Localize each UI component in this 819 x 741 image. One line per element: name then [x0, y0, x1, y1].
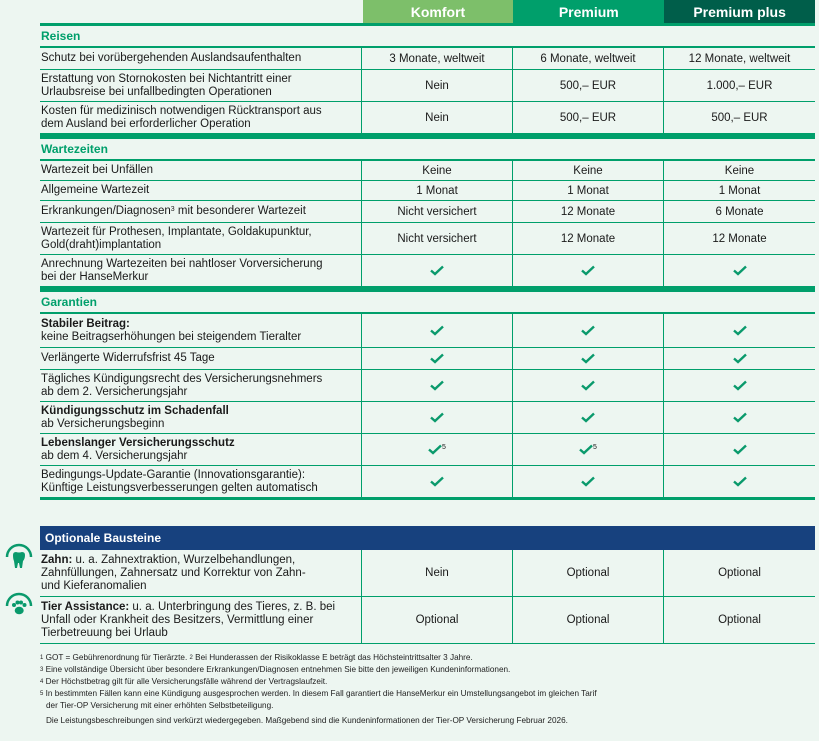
- row-label-line: bei der HanseMerkur: [41, 270, 149, 283]
- row-label-line: ab dem 2. Versicherungsjahr: [41, 385, 188, 398]
- table-row: [40, 466, 815, 497]
- footnote-text: Bei Hunderassen der Risikoklasse E beträgt das Höchsteintrittsalter 3 Jahre.: [192, 653, 473, 662]
- value-cell: [513, 102, 664, 133]
- comparison-table: [40, 0, 815, 644]
- value-text: 500,– EUR: [559, 111, 617, 124]
- value-cell: [513, 597, 664, 643]
- row-label-line: Kosten für medizinisch notwendigen Rücktransport aus: [41, 104, 322, 117]
- row-label: [40, 314, 362, 347]
- value-cell: [664, 597, 815, 643]
- table-row: [40, 70, 815, 102]
- sections: [40, 23, 815, 500]
- value-cell: [513, 402, 664, 433]
- value-cell: [513, 70, 664, 101]
- footnote: [40, 688, 597, 700]
- check-icon: [733, 265, 747, 277]
- header-blank: [40, 0, 363, 23]
- footnote-number: 3: [40, 667, 44, 673]
- section-rows: [40, 159, 815, 289]
- table-row: [40, 434, 815, 466]
- value-cell: [664, 434, 815, 465]
- check-icon: [430, 476, 444, 488]
- table-row: [40, 161, 815, 181]
- check-icon: [581, 325, 595, 337]
- table-row: [40, 201, 815, 223]
- row-label-line: Künftige Leistungsverbesserungen gelten automatisch: [41, 481, 318, 494]
- check-icon: [581, 353, 595, 365]
- row-label-line: Wartezeit für Prothesen, Implantate, Goldakupunktur,: [41, 225, 312, 238]
- row-label-line: Zahnfüllungen, Zahnersatz und Korrektur von Zahn-: [41, 566, 306, 579]
- column-header-komfort: Komfort: [363, 0, 514, 23]
- row-label: [40, 161, 362, 180]
- row-label-text: ab dem 4. Versicherungsjahr: [41, 449, 188, 462]
- value-cell: [513, 201, 664, 222]
- value-cell: [362, 434, 513, 465]
- value-text: 1.000,– EUR: [706, 79, 773, 92]
- value-text: 12 Monate, weltweit: [688, 52, 791, 65]
- row-label-text: [41, 184, 360, 197]
- value-cell: [513, 434, 664, 465]
- table-row: [40, 370, 815, 402]
- value-cell: [362, 348, 513, 369]
- check-icon: [581, 380, 595, 392]
- value-text: 1 Monat: [567, 184, 609, 197]
- column-header-premium: Premium: [513, 0, 664, 23]
- value-text: 500,– EUR: [711, 111, 768, 124]
- row-label-line: [41, 554, 360, 567]
- value-text: 12 Monate: [560, 205, 616, 218]
- value-text: Keine: [724, 164, 755, 177]
- value-text: Nicht versichert: [397, 232, 477, 245]
- section-title-garantien: Garantien: [40, 289, 815, 312]
- value-text: 1 Monat: [718, 184, 761, 197]
- value-cell: [664, 102, 815, 133]
- row-label-bold: Tier Assistance:: [41, 600, 130, 613]
- table-row: [40, 48, 815, 70]
- row-label-text: u. a. Unterbringung des Tieres, z. B. bei: [129, 600, 336, 613]
- row-label-line: Urlaubsreise bei unfallbedingten Operationen: [41, 85, 272, 98]
- value-cell: [362, 201, 513, 222]
- table-row: [40, 348, 815, 370]
- value-cell: [362, 48, 513, 69]
- row-label-main: Schutz bei vorübergehenden Auslandsaufenthalten: [41, 52, 302, 64]
- value-cell: [362, 255, 513, 286]
- check-icon: [733, 325, 747, 337]
- value-cell: [513, 550, 664, 596]
- row-label: [40, 597, 362, 643]
- optional-section-title: Optionale Bausteine: [40, 526, 815, 550]
- value-cell: [513, 348, 664, 369]
- table-row: [40, 314, 815, 348]
- value-cell: [664, 314, 815, 347]
- value-text: Optional: [718, 567, 761, 579]
- value-text: 3 Monate, weltweit: [389, 52, 485, 65]
- value-text: 12 Monate: [560, 232, 616, 245]
- value-text: Keine: [573, 164, 603, 177]
- row-label-line: dem Ausland bei erforderlicher Operation: [41, 117, 251, 130]
- row-label-text: [41, 164, 360, 177]
- check-icon: [430, 353, 444, 365]
- footnote-number: 1: [40, 655, 44, 661]
- footnote-number: 5: [40, 691, 44, 697]
- value-cell: [362, 597, 513, 643]
- paw-icon: [4, 592, 32, 620]
- footnote-number: 2: [189, 655, 193, 661]
- value-cell: [362, 102, 513, 133]
- row-label: [40, 201, 362, 222]
- table-row: [40, 181, 815, 201]
- footnote: [40, 715, 597, 727]
- section-title-reisen: Reisen: [40, 23, 815, 46]
- check-icon: [428, 444, 442, 456]
- optional-rows: [40, 550, 815, 644]
- value-text: 500,– EUR: [559, 79, 617, 92]
- value-cell: [362, 370, 513, 401]
- value-cell: [362, 466, 513, 497]
- row-label-line: Tägliches Kündigungsrecht des Versicherungsnehmers: [41, 372, 323, 385]
- row-label-line: Bedingungs-Update-Garantie (Innovationsgarantie):: [41, 468, 306, 481]
- column-header-premium-plus: Premium plus: [664, 0, 815, 23]
- row-label: [40, 255, 362, 286]
- value-cell: [362, 223, 513, 254]
- row-label: [40, 550, 362, 596]
- row-label: [40, 466, 362, 497]
- row-label: [40, 434, 362, 465]
- footnote-text: Die Leistungsbeschreibungen sind verkürzt wiedergegeben. Maßgebend sind die Kundeninformationen der Tier-OP Versicherung Februar 2026.: [46, 716, 568, 725]
- value-cell: [362, 314, 513, 347]
- section-rows: [40, 312, 815, 500]
- footnote-ref: 5: [593, 444, 597, 451]
- check-icon: [581, 265, 595, 277]
- value-cell: [513, 161, 664, 180]
- row-label: [40, 70, 362, 101]
- row-label-line: Unfall oder Krankheit des Besitzers, Vermittlung einer: [41, 613, 314, 626]
- row-label-text: [41, 205, 360, 218]
- footnote-text: GOT = Gebührenordnung für Tierärzte.: [43, 653, 190, 662]
- row-label: [40, 402, 362, 433]
- row-label-main: Erkrankungen/Diagnosen: [41, 205, 171, 217]
- value-cell: [513, 48, 664, 69]
- value-cell: [664, 370, 815, 401]
- value-text: Optional: [415, 614, 459, 626]
- table-row: [40, 402, 815, 434]
- footnote-text: der Tier-OP Versicherung mit einer erhöhten Selbstbeteiligung.: [46, 701, 274, 710]
- row-label-main: Wartezeit bei Unfällen: [41, 164, 154, 176]
- check-icon: [581, 412, 595, 424]
- check-icon: [430, 325, 444, 337]
- section-rows: [40, 46, 815, 136]
- value-text: 6 Monate, weltweit: [540, 52, 636, 65]
- row-label-main: Verlängerte Widerrufsfrist 45 Tage: [41, 352, 215, 364]
- check-icon: [733, 412, 747, 424]
- value-cell: [362, 181, 513, 200]
- check-icon: [733, 380, 747, 392]
- row-label-line: [41, 601, 360, 614]
- row-label-line: Gold(draht)implantation: [41, 238, 162, 251]
- footnote-text: In bestimmten Fällen kann eine Kündigung ausgesprochen werden. In diesem Fall garantiert die HanseMerkur ein Umstellungsangebot im gleichen Tarif: [43, 689, 597, 698]
- value-cell: [664, 161, 815, 180]
- value-cell: [664, 255, 815, 286]
- check-icon: [430, 265, 444, 277]
- value-cell: [513, 314, 664, 347]
- value-cell: [513, 370, 664, 401]
- row-label-text: [41, 52, 360, 65]
- footnotes: [40, 652, 597, 727]
- row-label: [40, 223, 362, 254]
- row-label-bold: Stabiler Beitrag:: [41, 317, 130, 330]
- row-label-line: Erstattung von Stornokosten bei Nichtantritt einer: [41, 72, 292, 85]
- footnote: [40, 664, 597, 676]
- row-label: [40, 181, 362, 200]
- footnote-ref: 3: [170, 206, 175, 213]
- value-text: Nicht versichert: [397, 205, 477, 218]
- row-label: [40, 370, 362, 401]
- value-cell: [664, 201, 815, 222]
- row-label-after: mit besonderer Wartezeit: [174, 205, 306, 217]
- check-icon: [733, 444, 747, 456]
- row-label-bold: Kündigungsschutz im Schadenfall: [41, 404, 229, 417]
- table-row: [40, 223, 815, 255]
- check-icon: [581, 476, 595, 488]
- row-label-line: Tierbetreuung bei Urlaub: [41, 626, 168, 639]
- value-text: Optional: [566, 614, 610, 626]
- value-text: Optional: [718, 614, 761, 626]
- row-label-text: ab Versicherungsbeginn: [41, 417, 165, 430]
- row-label-main: Allgemeine Wartezeit: [41, 184, 150, 196]
- value-cell: [664, 48, 815, 69]
- value-text: Optional: [566, 567, 610, 579]
- footnote-text: Eine vollständige Übersicht über besondere Erkrankungen/Diagnosen entnehmen Sie bitte den jeweiligen Kundeninformationen.: [43, 665, 511, 674]
- value-cell: [513, 181, 664, 200]
- row-label-text: keine Beitragserhöhungen bei steigendem Tieralter: [41, 330, 302, 343]
- check-icon: [430, 412, 444, 424]
- table-row: [40, 255, 815, 286]
- optional-row: [40, 597, 815, 643]
- table-row: [40, 102, 815, 133]
- row-label-bold: Lebenslanger Versicherungsschutz: [41, 436, 235, 449]
- value-text: 6 Monate: [715, 205, 764, 218]
- row-label: [40, 348, 362, 369]
- value-cell: [664, 402, 815, 433]
- footnote: [40, 676, 597, 688]
- row-label-line: und Kieferanomalien: [41, 579, 147, 592]
- value-cell: [513, 223, 664, 254]
- row-label-text: [41, 352, 360, 365]
- table-header: [40, 0, 815, 23]
- value-cell: [664, 348, 815, 369]
- value-text: Nein: [425, 567, 449, 579]
- value-cell: [513, 255, 664, 286]
- value-text: Keine: [422, 164, 452, 177]
- section-title-wartezeiten: Wartezeiten: [40, 136, 815, 159]
- check-icon: [733, 476, 747, 488]
- footnote: [40, 652, 597, 664]
- value-cell: [664, 181, 815, 200]
- check-icon: [733, 353, 747, 365]
- footnote-ref: 5: [442, 444, 446, 451]
- value-text: Nein: [425, 111, 449, 124]
- value-cell: [664, 223, 815, 254]
- footnote-number: 4: [40, 679, 44, 685]
- value-cell: [664, 550, 815, 596]
- tooth-icon: [4, 543, 32, 571]
- row-label-line: Anrechnung Wartezeiten bei nahtloser Vorversicherung: [41, 257, 323, 270]
- value-cell: [513, 466, 664, 497]
- value-text: 12 Monate: [712, 232, 767, 245]
- row-label: [40, 102, 362, 133]
- row-label-bold: Zahn:: [41, 553, 73, 566]
- value-cell: [664, 70, 815, 101]
- value-text: Nein: [425, 79, 449, 92]
- footnote-text: Der Höchstbetrag gilt für alle Versicherungsfälle während der Vertragslaufzeit.: [43, 677, 328, 686]
- row-label: [40, 48, 362, 69]
- value-cell: [362, 402, 513, 433]
- check-icon: [430, 380, 444, 392]
- value-cell: [362, 70, 513, 101]
- value-cell: [664, 466, 815, 497]
- value-cell: [362, 161, 513, 180]
- footnote: [40, 700, 597, 712]
- optional-row: [40, 550, 815, 597]
- value-text: 1 Monat: [416, 184, 458, 197]
- check-icon: [579, 444, 593, 456]
- value-cell: [362, 550, 513, 596]
- row-label-text: u. a. Zahnextraktion, Wurzelbehandlungen,: [72, 553, 296, 566]
